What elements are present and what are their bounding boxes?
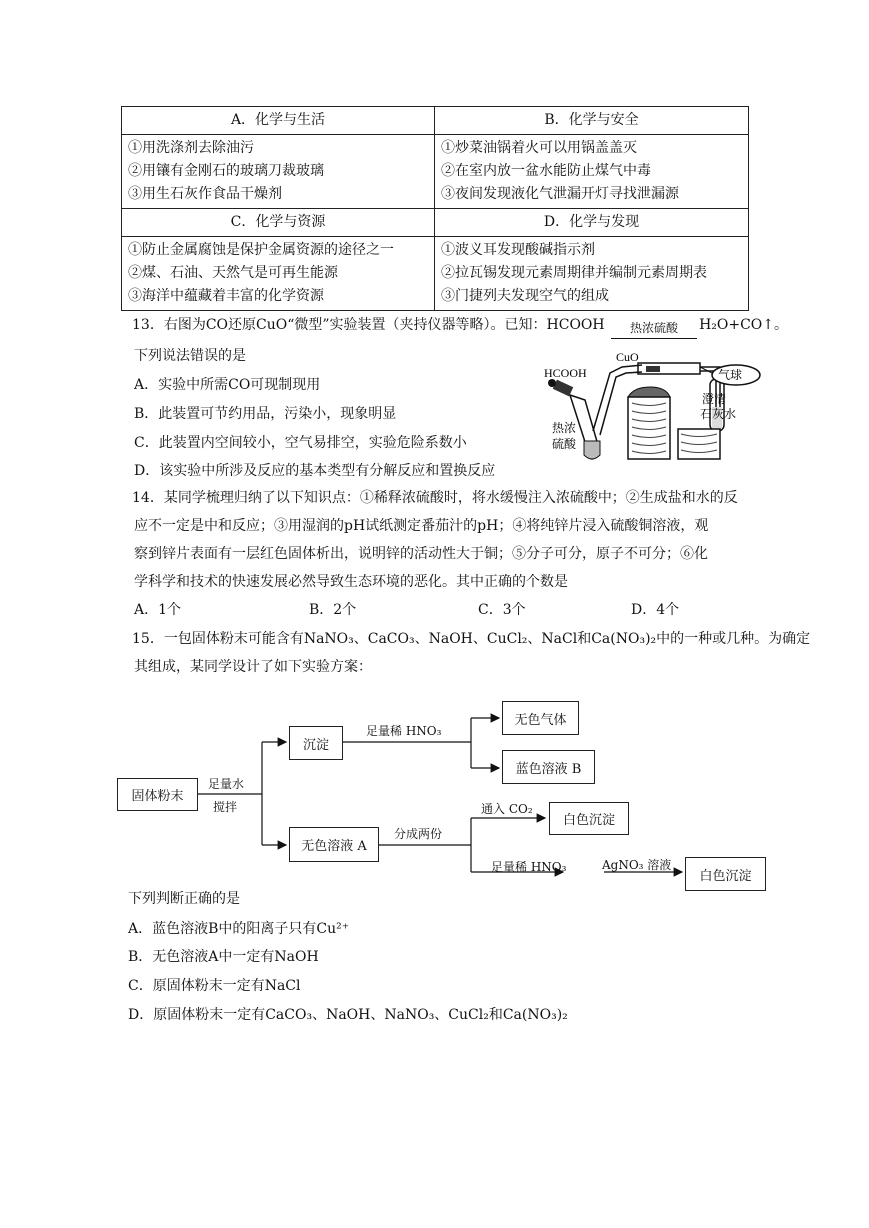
colorless-solution-a-box: 无色溶液 A — [289, 827, 379, 862]
white-precipitate-2-box: 白色沉淀 — [685, 857, 766, 891]
colorless-gas-box: 无色气体 — [502, 701, 579, 735]
acid-label-1: 热浓 — [552, 421, 577, 435]
co2-label: 通入 CO₂ — [481, 802, 533, 816]
q15-line-1: 15．一包固体粉末可能含有NaNO₃、CaCO₃、NaOH、CuCl₂、NaCl和Ca(NO₃)₂中的一种或几种。为确定 — [132, 631, 811, 647]
water-label: 足量水 — [208, 777, 245, 791]
solid-powder-box: 固体粉末 — [117, 778, 198, 811]
hno3-bottom-label: 足量稀 HNO₃ — [491, 860, 567, 874]
q14-option-a: A．1个 — [134, 602, 182, 618]
table-item: ②在室内放一盆水能防止煤气中毒 — [441, 163, 651, 179]
q13-stem: 13．右图为CO还原CuO“微型”实验装置（夹持仪器等略）。已知：HCOOH 热浓硫酸 H₂O+CO↑。 — [132, 314, 788, 334]
q15-option-b: B．无色溶液A中一定有NaOH — [128, 949, 319, 965]
q13-option-a: A．实验中所需CO可现制现用 — [134, 377, 321, 393]
table-item: ①炒菜油锅着火可以用锅盖盖灭 — [441, 140, 637, 156]
q15-option-d: D．原固体粉末一定有CaCO₃、NaOH、NaNO₃、CuCl₂和Ca(NO₃)₂ — [128, 1007, 568, 1023]
table-item: ③用生石灰作食品干燥剂 — [128, 186, 282, 202]
table-item: ③海洋中蕴藏着丰富的化学资源 — [128, 288, 324, 304]
q14-option-c: C．3个 — [478, 602, 526, 618]
stir-label: 搅拌 — [213, 800, 238, 814]
q15-option-a: A．蓝色溶液B中的阳离子只有Cu²⁺ — [128, 921, 350, 937]
agno3-label: AgNO₃ 溶液 — [602, 858, 672, 872]
white-precipitate-1-box: 白色沉淀 — [549, 802, 629, 835]
table-item: ②用镶有金刚石的玻璃刀裁玻璃 — [128, 163, 324, 179]
table-item: ②煤、石油、天然气是可再生能源 — [128, 265, 338, 281]
split-label: 分成两份 — [394, 827, 443, 841]
q15-line-2: 其组成，某同学设计了如下实验方案： — [134, 659, 372, 675]
q13-sub-stem: 下列说法错误的是 — [134, 348, 246, 364]
table-item: ③门捷列夫发现空气的组成 — [441, 288, 609, 304]
q13-option-b: B．此装置可节约用品，污染小，现象明显 — [134, 406, 397, 422]
q14-option-d: D．4个 — [631, 602, 680, 618]
q14-option-b: B．2个 — [309, 602, 357, 618]
table-item: ①波义耳发现酸碱指示剂 — [441, 242, 595, 258]
q15-option-c: C．原固体粉末一定有NaCl — [128, 978, 301, 994]
q15-sub-stem: 下列判断正确的是 — [128, 891, 240, 907]
table-heading-c: C．化学与资源 — [122, 209, 435, 237]
hno3-top-label: 足量稀 HNO₃ — [366, 724, 442, 738]
q14-line-4: 学科学和技术的快速发展必然导致生态环境的恶化。其中正确的个数是 — [134, 574, 568, 590]
q13-option-d: D．该实验中所涉及反应的基本类型有分解反应和置换反应 — [134, 463, 496, 479]
q14-line-2: 应不一定是中和反应；③用湿润的pH试纸测定番茄汁的pH；④将纯锌片浸入硫酸铜溶液，观 — [134, 518, 709, 534]
limewater-label-2: 石灰水 — [700, 407, 737, 421]
table-heading-b: B．化学与安全 — [435, 107, 749, 135]
table-heading-a: A．化学与生活 — [122, 107, 435, 135]
table-item: ①用洗涤剂去除油污 — [128, 140, 254, 156]
balloon-label: 气球 — [718, 368, 743, 382]
table-item: ①防止金属腐蚀是保护金属资源的途径之一 — [128, 242, 394, 258]
precipitate-box: 沉淀 — [289, 726, 343, 760]
blue-solution-b-box: 蓝色溶液 B — [502, 750, 595, 784]
limewater-label-1: 澄清 — [702, 392, 727, 406]
q13-option-c: C．此装置内空间较小，空气易排空，实验危险系数小 — [134, 435, 467, 451]
cuo-label: CuO — [616, 350, 639, 364]
table-heading-d: D．化学与发现 — [435, 209, 749, 237]
acid-label-2: 硫酸 — [552, 437, 577, 451]
hcooh-label: HCOOH — [544, 366, 587, 380]
table-item: ③夜间发现液化气泄漏开灯寻找泄漏源 — [441, 186, 679, 202]
q14-line-1: 14．某同学梳理归纳了以下知识点：①稀释浓硫酸时，将水缓慢注入浓硫酸中；②生成盐和水的反 — [132, 490, 738, 506]
table-item: ②拉瓦锡发现元素周期律并编制元素周期表 — [441, 265, 707, 281]
q14-line-3: 察到锌片表面有一层红色固体析出，说明锌的活动性大于铜；⑤分子可分，原子不可分；⑥化 — [134, 546, 708, 562]
